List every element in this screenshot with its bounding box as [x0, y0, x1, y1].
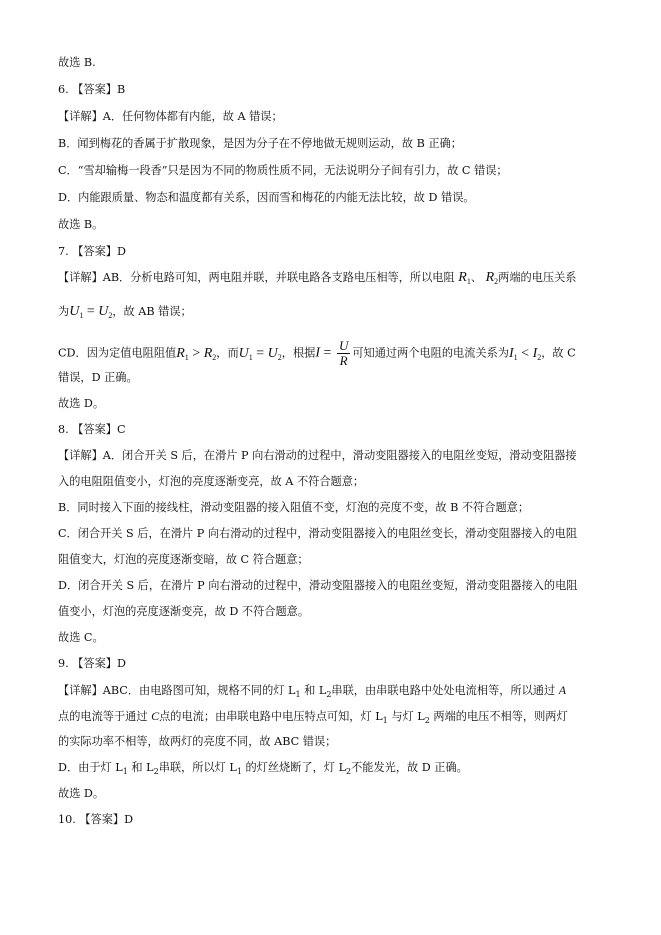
text-line: D．内能跟质量、物态和温度都有关系，因而雪和梅花的内能无法比较，故 D 错误。: [58, 191, 475, 204]
math-r1-gt-r2: $R_1 > R_2$: [176, 345, 217, 362]
lamp-l2: $L_2$: [417, 710, 430, 725]
text-line-with-math: [58, 761, 603, 779]
math-i1-lt-i2: $I_1 < I_2$: [508, 345, 542, 362]
text-line-with-math: [58, 339, 603, 368]
text-line: 阻值变大，灯泡的亮度逐渐变暗，故 C 符合题意；: [58, 553, 309, 566]
math-ohms-law: I =: [315, 345, 335, 361]
text-line: 【详解】A．闭合开关 S 后，在滑片 P 向右滑动的过程中，滑动变阻器接入的电阻丝变短，滑动变阻器接: [58, 449, 577, 462]
text-line: 故选 D。: [58, 787, 105, 800]
text-segment: 和: [131, 761, 143, 774]
text-segment: D．由于灯: [58, 761, 112, 774]
fraction-u-over-r: $\frac{U}{R}$: [338, 338, 349, 368]
lamp-l1: $L_1$: [375, 710, 388, 725]
text-segment: 的灯丝烧断了，灯: [245, 761, 335, 774]
text-line: 错误，D 正确。: [58, 371, 138, 384]
text-line-with-math: [58, 305, 603, 323]
math-r1: $R_1$: [458, 270, 471, 286]
text-segment: ，根据: [281, 346, 316, 360]
text-segment: 串联，所以灯: [158, 761, 226, 774]
answer-heading-6: 6. 【答案】B: [58, 83, 126, 96]
text-segment: 和: [304, 684, 316, 697]
text-line: B．闻到梅花的香属于扩散现象，是因为分子在不停地做无规则运动，故 B 正确；: [58, 137, 462, 150]
text-line: 故选 C。: [58, 631, 104, 644]
text-line: 故选 B。: [58, 218, 104, 231]
text-segment: 与灯: [391, 710, 414, 723]
text-segment: CD．因为定值电阻阻值: [58, 346, 177, 360]
text-line: B．同时接入下面的接线柱，滑动变阻器的接入阻值不变，灯泡的亮度不变，故 B 不符合题意；: [58, 501, 530, 514]
text-line: C．闭合开关 S 后，在滑片 P 向右滑动的过程中，滑动变阻器接入的电阻丝变长，滑动变阻器接入的电阻: [58, 527, 578, 540]
text-line: 值变小，灯泡的亮度逐渐变亮，故 D 不符合题意。: [58, 605, 310, 618]
text-line-with-math: [58, 683, 603, 702]
answer-heading-7: 7. 【答案】D: [58, 245, 126, 258]
answer-heading-8: 8. 【答案】C: [58, 423, 126, 436]
text-segment: 串联，由串联电路中处处电流相等，所以通过: [331, 684, 556, 697]
lamp-l1: $L_1$: [115, 761, 128, 776]
text-line: 故选 B.: [58, 56, 96, 69]
text-segment: 【详解】ABC．由电路图可知，规格不同的灯: [58, 684, 285, 697]
answer-heading-9: 9. 【答案】D: [58, 657, 126, 670]
text-segment: 两端的电压不相等，则两灯: [433, 710, 568, 723]
text-segment: 【详解】AB．分析电路可知，两电阻并联，并联电路各支路电压相等，所以电阻: [58, 271, 455, 284]
text-segment: 为: [58, 305, 70, 318]
math-r2: $R_2$: [485, 270, 499, 286]
text-segment: ，故 AB 错误；: [112, 305, 192, 318]
answer-heading-10: 10. 【答案】D: [58, 813, 134, 826]
text-segment: 可知通过两个电阻的电流关系为: [352, 346, 509, 360]
text-line-with-math: [58, 271, 603, 289]
text-segment: 不能发光，故 D 正确。: [351, 761, 468, 774]
text-line: 【详解】A．任何物体都有内能，故 A 错误；: [58, 110, 283, 123]
lamp-l2: $L_2$: [338, 761, 352, 776]
text-segment: 、: [470, 271, 483, 284]
text-segment: 点的电流等于通过: [58, 710, 148, 723]
text-line: 故选 D。: [58, 397, 105, 410]
lamp-l2: $L_2$: [146, 761, 159, 776]
text-line: C．“雪却输梅一段香”只是因为不同的物质性质不同，无法说明分子间有引力，故 C 错误；: [58, 164, 508, 177]
math-u1-eq-u2: $U_1 = U_2$: [238, 345, 282, 362]
text-segment: 两端的电压关系: [498, 271, 577, 284]
lamp-l2: $L_2$: [318, 684, 332, 699]
text-segment: ，而: [216, 346, 239, 360]
text-segment: 点的电流；由串联电路中电压特点可知，灯: [159, 710, 372, 723]
text-line: D．闭合开关 S 后，在滑片 P 向右滑动的过程中，滑动变阻器接入的电阻丝变短，滑动变阻器接入的电阻: [58, 579, 578, 592]
text-segment: ，故 C: [541, 346, 576, 360]
math-u1-eq-u2: $U_1 = U_2$: [69, 304, 113, 320]
lamp-l1: $L_1$: [229, 761, 242, 776]
point-c: C: [151, 709, 160, 723]
point-a: A: [558, 683, 567, 697]
text-line: 的实际功率不相等，故两灯的亮度不同，故 ABC 错误；: [58, 735, 337, 748]
lamp-l1: $L_1$: [288, 684, 301, 699]
text-line-with-math: [58, 709, 603, 728]
text-line: 入的电阻阻值变小，灯泡的亮度逐渐变亮，故 A 不符合题意；: [58, 475, 365, 488]
